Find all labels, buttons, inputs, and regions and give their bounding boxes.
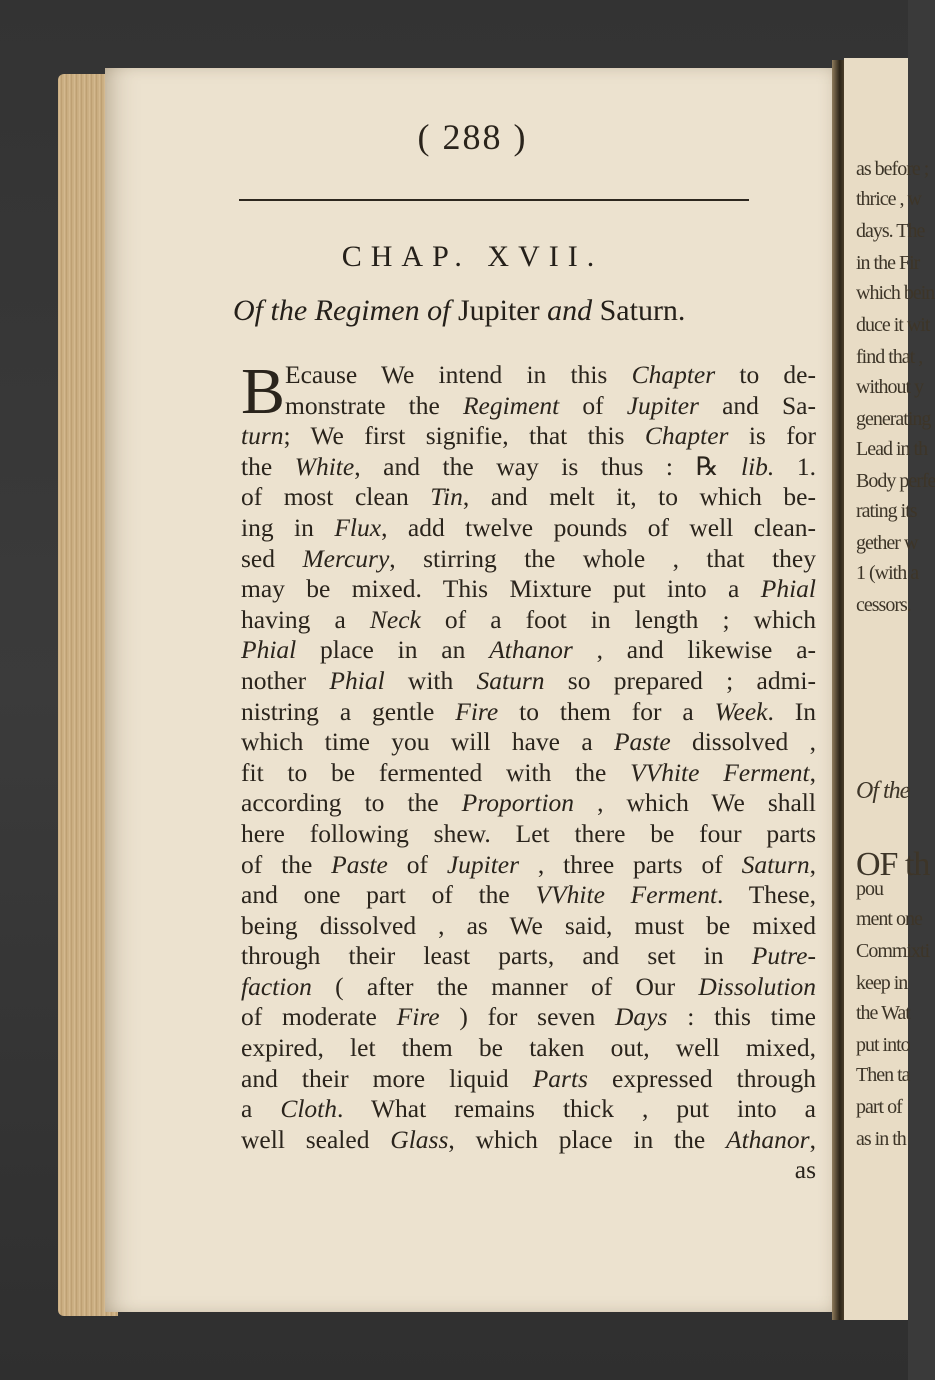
text-line: [241, 482, 816, 513]
text-segment: nistring a gentle: [241, 696, 456, 726]
text-segment: through their least parts, and set in: [241, 941, 752, 971]
facing-page-line: in the Fir: [856, 252, 920, 274]
text-segment: Fire: [396, 1002, 440, 1032]
text-segment: ( after the manner of Our: [311, 971, 699, 1001]
subtitle-part2: Jupiter: [457, 294, 540, 327]
text-segment: VVhite Ferment: [630, 757, 810, 787]
text-segment: Fire: [455, 696, 499, 726]
text-segment: Parts: [532, 1063, 588, 1093]
facing-page-line: put into: [856, 1034, 910, 1056]
text-line: [241, 452, 816, 483]
text-segment: , and likewise a-: [572, 635, 816, 665]
drop-cap: B: [241, 355, 286, 428]
text-line: [241, 1125, 816, 1156]
text-segment: lib.: [741, 451, 775, 481]
text-segment: the: [241, 451, 295, 481]
text-segment: of: [387, 849, 447, 879]
text-segment: 1.: [774, 451, 817, 481]
text-segment: ,: [809, 757, 816, 787]
text-line: [241, 360, 816, 391]
text-segment: to them for a: [498, 696, 715, 726]
text-segment: Saturn: [741, 849, 810, 879]
text-segment: , and the way is thus : ℞: [354, 451, 742, 481]
text-line: [241, 513, 816, 544]
text-segment: expired, let them be taken out, well mixed,: [241, 1033, 816, 1063]
facing-page-line: as before ;: [856, 158, 929, 180]
text-segment: and Sa-: [698, 390, 816, 420]
text-segment: , which place in the: [448, 1124, 727, 1154]
text-line: [241, 1064, 816, 1095]
subtitle-part1: Of the Regimen of: [233, 294, 451, 327]
facing-page-line: Body perfe: [856, 470, 935, 492]
text-segment: of: [559, 390, 627, 420]
text-segment: Proportion: [461, 788, 575, 818]
text-segment: , add twelve pounds of well clean-: [381, 512, 817, 542]
facing-page-line: OF th: [856, 846, 930, 883]
text-segment: ,: [809, 849, 816, 879]
facing-page-line: days. The: [856, 220, 925, 242]
text-segment: Athanor: [726, 1124, 810, 1154]
text-segment: . These,: [717, 880, 816, 910]
text-segment: VVhite Ferment: [535, 880, 718, 910]
text-segment: according to the: [241, 788, 462, 818]
text-segment: here following shew. Let there be four parts: [241, 818, 816, 848]
text-segment: faction: [241, 971, 312, 1001]
text-line: [241, 421, 816, 452]
facing-page-line: gether w: [856, 532, 918, 554]
chapter-heading: CHAP. XVII.: [341, 240, 604, 273]
text-segment: Phial: [241, 635, 297, 665]
text-segment: Chapter: [631, 360, 716, 389]
text-segment: Dissolution: [698, 971, 816, 1001]
text-segment: and their more liquid: [241, 1063, 533, 1093]
text-segment: ; We first signifie, that this: [283, 421, 645, 451]
text-segment: ing in: [241, 512, 335, 542]
text-segment: and one part of the: [241, 880, 536, 910]
text-segment: Jupiter: [626, 390, 699, 420]
text-segment: Glass: [390, 1124, 449, 1154]
text-segment: Saturn: [476, 665, 545, 695]
text-segment: Week: [714, 696, 768, 726]
text-segment: of moderate: [241, 1002, 397, 1032]
text-line: [241, 1094, 816, 1125]
text-segment: , which We shall: [574, 788, 816, 818]
text-segment: Athanor: [489, 635, 573, 665]
facing-page-line: cessors.: [856, 594, 911, 616]
text-segment: Phial: [329, 665, 385, 695]
text-segment: , and melt it, to which be-: [462, 482, 816, 512]
facing-page-line: the Wat: [856, 1002, 910, 1024]
text-line: [241, 1033, 816, 1064]
facing-page-line: part of: [856, 1096, 902, 1118]
facing-page-line: Commixti: [856, 940, 930, 962]
text-segment: is for: [728, 421, 816, 451]
text-segment: . In: [767, 696, 817, 726]
facing-page-line: thrice , w: [856, 188, 921, 210]
text-line: [241, 605, 816, 636]
text-line: [241, 391, 816, 422]
facing-page-line: rating its: [856, 500, 917, 522]
text-segment: Cloth: [280, 1094, 338, 1124]
text-line: [241, 788, 816, 819]
facing-page-line: without y: [856, 376, 924, 398]
text-segment: being dissolved , as We said, must be mixed: [241, 910, 816, 940]
text-segment: monstrate the: [285, 390, 463, 420]
text-segment: ) for seven: [439, 1002, 616, 1032]
facing-page-line: generating: [856, 408, 931, 430]
text-segment: . What remains thick , put into a: [337, 1094, 816, 1124]
text-segment: Jupiter: [446, 849, 520, 879]
text-segment: with: [384, 665, 477, 695]
text-segment: fit to be fermented with the: [241, 757, 631, 787]
text-line: [241, 941, 816, 972]
text-line: [241, 758, 816, 789]
text-line: [241, 635, 816, 666]
text-segment: Days: [615, 1002, 668, 1032]
text-segment: Paste: [331, 849, 388, 879]
text-segment: Phial: [760, 574, 816, 604]
text-segment: Neck: [369, 604, 421, 634]
text-segment: well sealed: [241, 1124, 391, 1154]
page-number: ( 288 ): [417, 117, 528, 157]
text-segment: so prepared ; admi-: [544, 665, 816, 695]
text-segment: having a: [241, 604, 370, 634]
facing-page-line: find that ,: [856, 346, 923, 368]
facing-page-line: keep in: [856, 972, 908, 994]
book-page: [105, 68, 840, 1312]
facing-page-line: duce it wit: [856, 314, 930, 336]
text-segment: to de-: [715, 360, 816, 389]
text-segment: Putre-: [751, 941, 816, 971]
facing-page: [844, 58, 935, 1320]
subtitle-part4: Saturn.: [599, 294, 686, 327]
facing-page-line: Lead in th: [856, 438, 928, 460]
text-segment: Mercury: [302, 543, 390, 573]
text-line: [241, 697, 816, 728]
text-line: [241, 574, 816, 605]
text-line: [241, 1002, 816, 1033]
text-segment: Flux: [334, 512, 382, 542]
facing-page-line: 1 (with a: [856, 562, 919, 584]
text-line: [241, 666, 816, 697]
text-segment: sed: [241, 543, 303, 573]
text-segment: place in an: [296, 635, 490, 665]
text-line: [241, 972, 816, 1003]
text-segment: , three parts of: [519, 849, 742, 879]
facing-page-line: pou: [856, 878, 883, 900]
text-segment: Regiment: [462, 390, 560, 420]
chapter-subtitle: [233, 294, 833, 328]
text-line: [241, 544, 816, 575]
text-line: [241, 850, 816, 881]
text-segment: White: [294, 451, 355, 481]
text-segment: Tin: [430, 482, 463, 512]
text-segment: turn: [241, 421, 284, 451]
text-line: [241, 727, 816, 758]
facing-page-line: ment one: [856, 908, 922, 930]
text-segment: Ecause We intend in this: [285, 360, 632, 389]
text-line: [241, 880, 816, 911]
text-segment: : this time: [667, 1002, 817, 1032]
text-segment: dissolved ,: [670, 727, 817, 757]
body-text: [241, 355, 817, 1186]
text-segment: a: [241, 1094, 281, 1124]
text-segment: may be mixed. This Mixture put into a: [241, 574, 761, 604]
text-segment: Paste: [613, 727, 671, 757]
facing-page-line: which bein: [856, 282, 935, 304]
text-segment: ,: [809, 1124, 816, 1154]
text-segment: of a foot in length ; which: [420, 604, 816, 634]
text-segment: of most clean: [241, 482, 431, 512]
text-segment: of the: [241, 849, 332, 879]
text-segment: Chapter: [644, 421, 729, 451]
text-segment: which time you will have a: [241, 727, 614, 757]
facing-page-line: as in th: [856, 1128, 906, 1150]
text-segment: , stirring the whole , that they: [389, 543, 816, 573]
catchword: as: [794, 1155, 816, 1185]
facing-page-line: Of the: [856, 778, 910, 804]
text-line: [241, 819, 816, 850]
text-line: [241, 911, 816, 942]
facing-page-line: Then ta: [856, 1064, 910, 1086]
header-rule: [239, 199, 749, 201]
text-segment: expressed through: [587, 1063, 816, 1093]
subtitle-part3: and: [547, 294, 593, 327]
text-segment: nother: [241, 665, 330, 695]
